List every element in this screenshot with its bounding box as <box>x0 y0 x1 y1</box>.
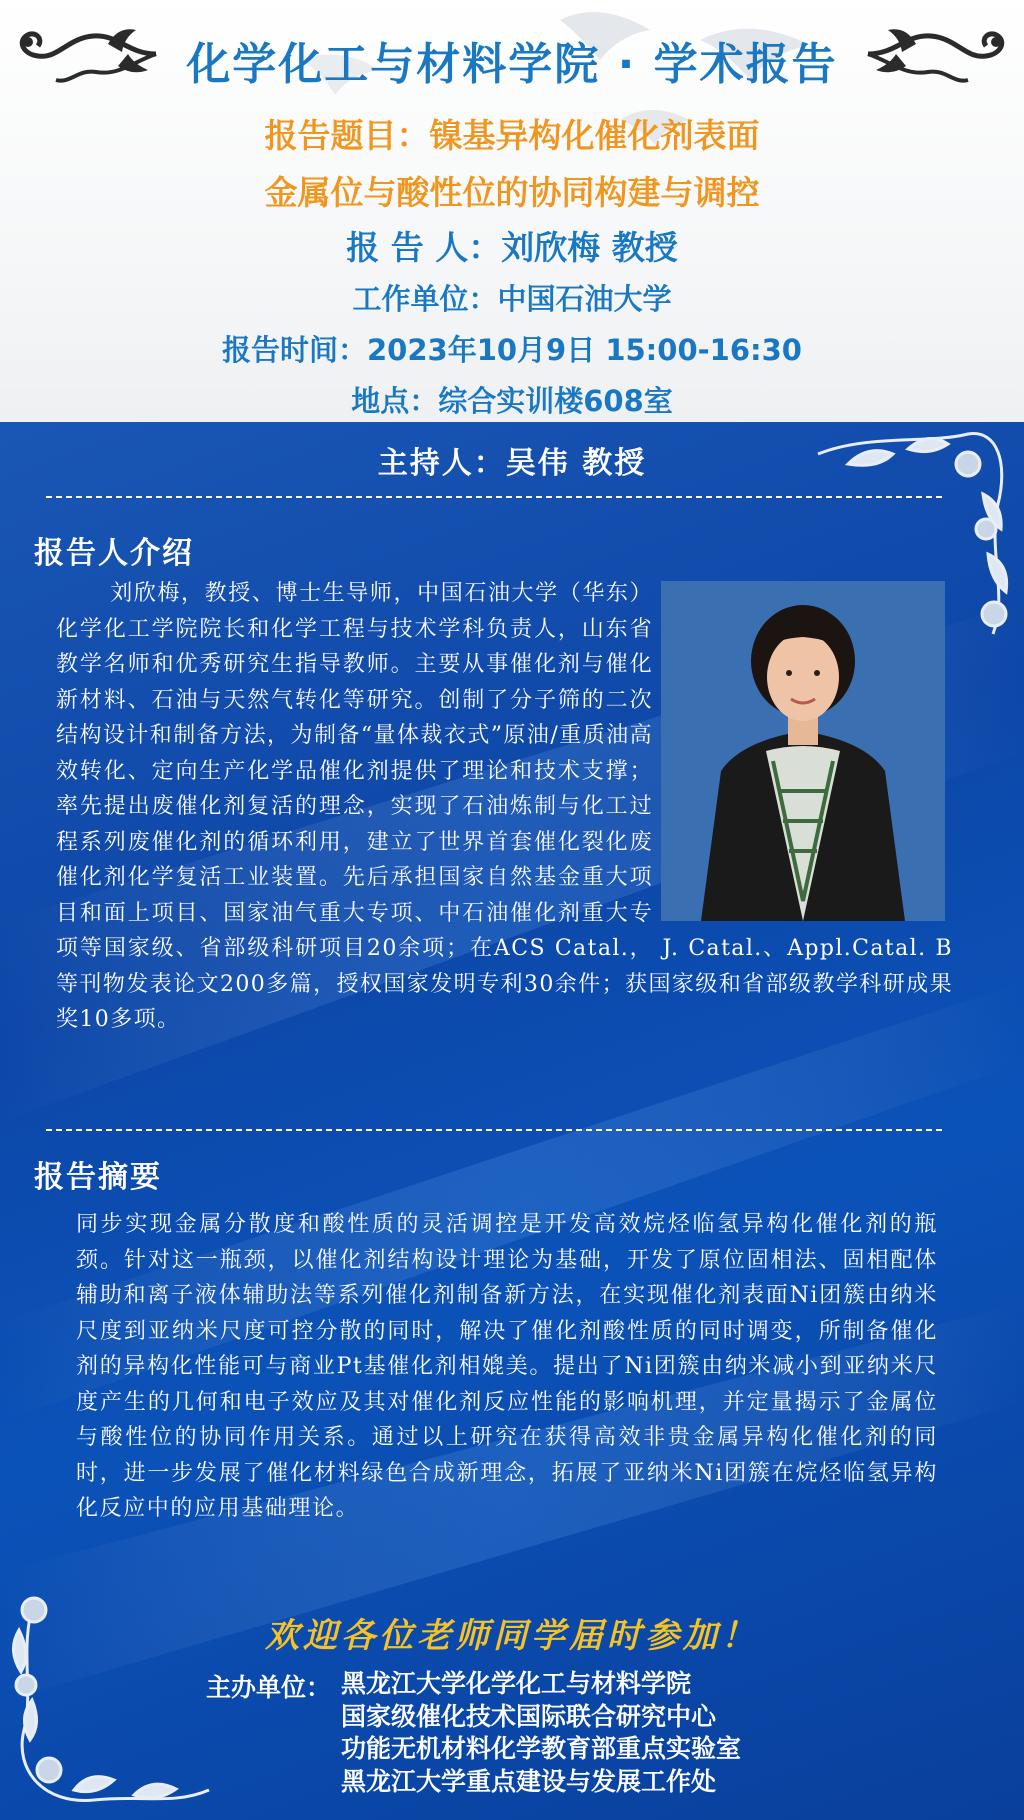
organizer-list <box>341 1668 741 1798</box>
organizer-item: 国家级催化技术国际联合研究中心 <box>341 1701 717 1731</box>
page-title: 化学化工与材料学院 · 学术报告 <box>186 39 838 90</box>
photo-spacer <box>665 580 953 925</box>
speaker: 报 告 人：刘欣梅 教授 <box>346 228 678 267</box>
divider <box>46 496 942 498</box>
report-topic-line-1: 报告题目：镍基异构化催化剂表面 <box>264 116 760 155</box>
location: 地点：综合实训楼608室 <box>351 384 673 418</box>
organizer-item: 功能无机材料化学教育部重点实验室 <box>341 1734 742 1763</box>
report-time: 报告时间：2023年10月9日 15:00-16:30 <box>221 333 802 367</box>
abstract-text: 同步实现金属分散度和酸性质的灵活调控是开发高效烷烃临氢异构化催化剂的瓶颈。针对这一瓶颈，以催化剂结构设计理论为基础，开发了原位固相法、固相配体辅助和离子液体辅助法等系列催化剂制备新方法，在实现催化剂表面Ni团簇由纳米尺度到亚纳米尺度可控分散的同时，解决了催化剂酸性质的同时调变，所制备催化剂的异构化性能可与商业Pt基催化剂相媲美。提出了Ni团簇由纳米减小到亚纳米尺度产生的几何和电子效应及其对催化剂反应性能的影响机理，并定量揭示了金属位与酸性位的协同作用关系。通过以上研究在获得高效非贵金属异构化催化剂的同时，进一步发展了催化材料绿色合成新理念，拓展了亚纳米Ni团簇在烷烃临氢异构化反应中的应用基础理论。 <box>76 1212 938 1521</box>
bio-text <box>56 576 953 1038</box>
divider <box>46 1129 942 1131</box>
welcome-message: 欢迎各位老师同学届时参加！ <box>265 1616 759 1656</box>
bio-paragraph: 刘欣梅，教授、博士生导师，中国石油大学（华东）化学化工学院院长和化学工程与技术学科负责人，山东省教学名师和优秀研究生指导教师。主要从事催化剂与催化新材料、石油与天然气转化等研究。创制了分子筛的二次结构设计和制备方法，为制备“量体裁衣式”原油/重质油高效转化、定向生产化学品催化剂提供了理论和技术支撑；率先提出废催化剂复活的理念，实现了石油炼制与化工过程系列废催化剂的循环利用，建立了世界首套催化裂化废催化剂化学复活工业装置。先后承担国家自然基金重大项目和面上项目、国家油气重大专项、中石油催化剂重大专项等国家级、省部级科研项目20余项；在ACS Catal.， J. Catal.、Appl.Catal. B等刊物发表论文200多篇，授权国家发明专利30余件；获国家级和省部级教学科研成果奖10多项。 <box>56 581 953 1032</box>
affiliation: 工作单位：中国石油大学 <box>352 282 672 316</box>
report-topic-line-2: 金属位与酸性位的协同构建与调控 <box>264 173 760 212</box>
poster-header <box>0 0 1024 422</box>
organizer-label: 主办单位： <box>206 1673 332 1702</box>
organizer-item: 黑龙江大学重点建设与发展工作处 <box>341 1766 717 1796</box>
abstract-section-title: 报告摘要 <box>34 1160 162 1195</box>
bio-section-title: 报告人介绍 <box>34 536 194 571</box>
organizer-item: 黑龙江大学化学化工与材料学院 <box>341 1669 692 1698</box>
host: 主持人：吴伟 教授 <box>377 446 647 481</box>
